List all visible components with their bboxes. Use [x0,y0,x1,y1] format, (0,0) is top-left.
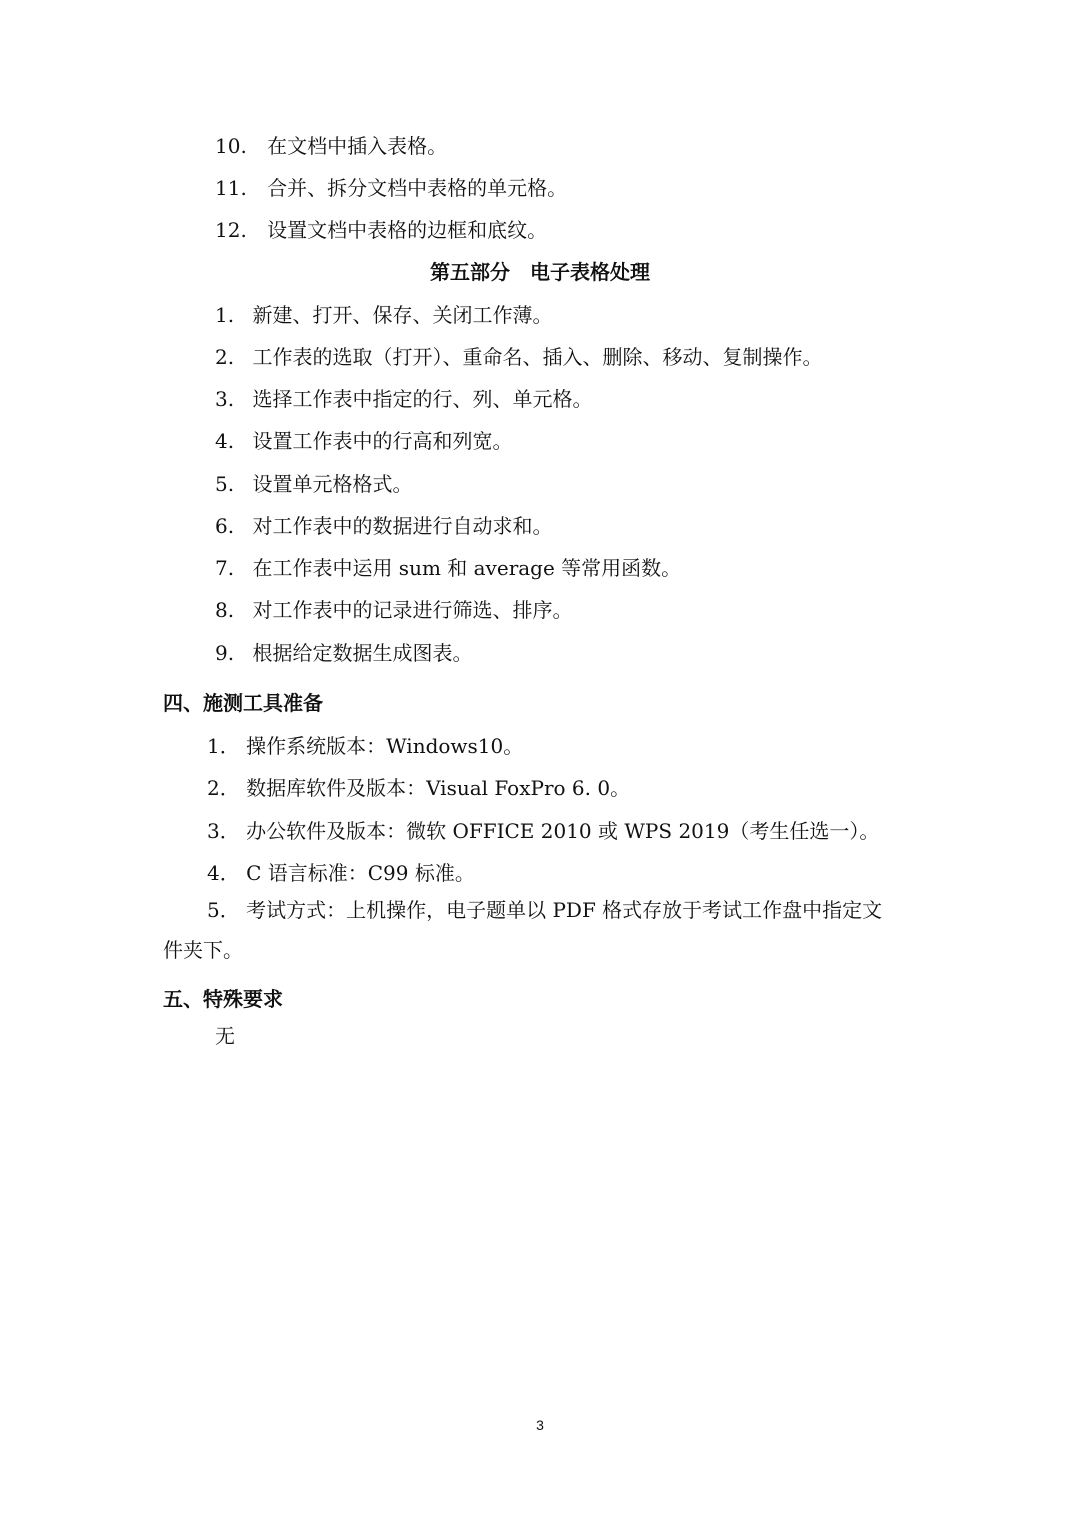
item-number: 7. [215,556,235,580]
item-text: 数据库软件及版本：Visual FoxPro 6. 0。 [246,776,631,800]
item-text-continuation: 件夹下。 [163,938,243,962]
item-text: 操作系统版本：Windows10。 [246,734,524,758]
list-item [215,386,592,412]
list-item [215,344,822,370]
item-text: 考试方式：上机操作，电子题单以 PDF 格式存放于考试工作盘中指定文 [246,898,883,922]
item-text: 设置文档中表格的边框和底纹。 [267,218,548,242]
item-number: 1． [207,734,240,758]
item-number: 6. [215,514,235,538]
item-text: 选择工作表中指定的行、列、单元格。 [252,387,593,411]
item-text: 工作表的选取（打开）、重命名、插入、删除、移动、复制操作。 [252,345,823,369]
item-text: 根据给定数据生成图表。 [252,641,473,665]
item-number: 5. [215,472,235,496]
page-number: 3 [536,1417,544,1433]
list-item [215,513,552,539]
item-number: 4． [207,861,240,885]
list-item [215,175,567,201]
list-item [215,217,547,243]
list-item [207,860,475,886]
list-item [207,775,630,801]
item-number: 3. [215,387,235,411]
item-text: 新建、打开、保存、关闭工作薄。 [252,303,553,327]
item-text: 设置工作表中的行高和列宽。 [252,429,513,453]
list-item [207,897,882,923]
list-item [215,428,512,454]
item-text: 设置单元格格式。 [252,472,413,496]
part-title: 第五部分 电子表格处理 [430,260,650,284]
item-number: 2． [207,776,240,800]
item-text: 在文档中插入表格。 [267,134,448,158]
item-text: 对工作表中的记录进行筛选、排序。 [252,598,573,622]
item-number: 10. [215,134,247,158]
section-title: 五、特殊要求 [163,987,283,1011]
item-text: 在工作表中运用 sum 和 average 等常用函数。 [252,556,682,580]
item-number: 12. [215,218,247,242]
item-number: 8. [215,598,235,622]
item-number: 2. [215,345,235,369]
list-item [215,302,552,328]
item-text: 办公软件及版本：微软 OFFICE 2010 或 WPS 2019（考生任选一）。 [246,819,880,843]
list-item [207,818,879,844]
section-title: 四、施测工具准备 [163,691,323,715]
item-number: 4. [215,429,235,453]
list-item [215,597,572,623]
item-number: 11. [215,176,247,200]
list-item [215,555,681,581]
section-body: 无 [215,1024,235,1048]
list-item [215,133,447,159]
list-item [207,733,523,759]
item-text: C 语言标准：C99 标准。 [246,861,475,885]
item-number: 1. [215,303,235,327]
item-text: 对工作表中的数据进行自动求和。 [252,514,553,538]
item-number: 9. [215,641,235,665]
list-item [215,471,412,497]
item-text: 合并、拆分文档中表格的单元格。 [267,176,568,200]
list-item [215,640,472,666]
item-number: 5． [207,898,240,922]
item-number: 3． [207,819,240,843]
